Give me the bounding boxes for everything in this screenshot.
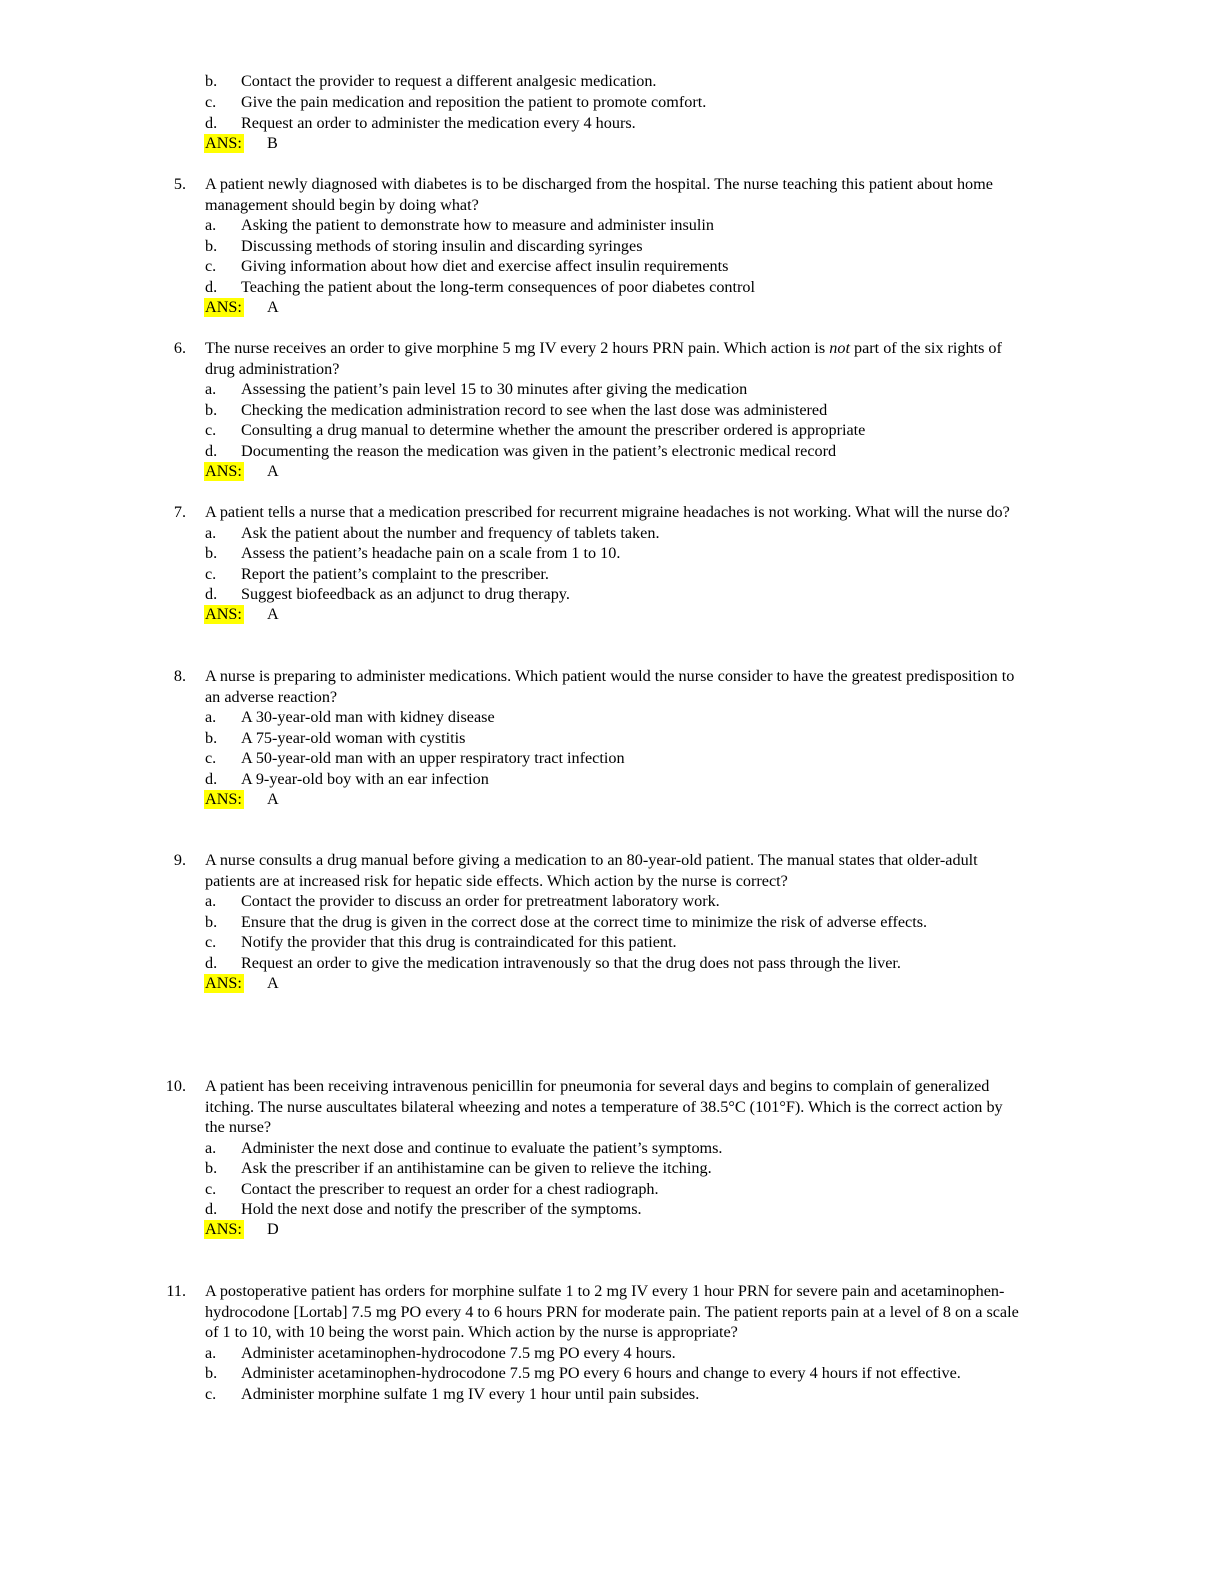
answer-label: ANS: [205, 974, 242, 992]
question-stem-line: patients are at increased risk for hepatic side effects. Which action by the nurse is correct? [205, 872, 788, 890]
option-letter: d. [205, 954, 218, 972]
option-text: Assess the patient’s headache pain on a scale from 1 to 10. [241, 544, 621, 562]
answer-value: B [267, 134, 278, 152]
option-text: Administer acetaminophen-hydrocodone 7.5 mg PO every 6 hours and change to every 4 hours if not effective. [241, 1364, 961, 1382]
option-text: Ensure that the drug is given in the correct dose at the correct time to minimize the risk of adverse effects. [241, 913, 928, 931]
option-letter: d. [205, 1200, 218, 1218]
stem-text: part of the six rights of [849, 339, 1002, 357]
stem-emphasis: not [829, 339, 850, 357]
option-text: Contact the prescriber to request an order for a chest radiograph. [241, 1180, 659, 1198]
option-text: Suggest biofeedback as an adjunct to drug therapy. [241, 585, 570, 603]
option-text: Report the patient’s complaint to the prescriber. [241, 565, 549, 583]
option-text: Checking the medication administration record to see when the last dose was administered [241, 401, 828, 419]
option-text: Notify the provider that this drug is contraindicated for this patient. [241, 933, 677, 951]
question-stem-line: A patient tells a nurse that a medication prescribed for recurrent migraine headaches is not working. What will the nurse do? [205, 503, 1010, 521]
option-text: Request an order to give the medication intravenously so that the drug does not pass through the liver. [241, 954, 901, 972]
option-text: A 50-year-old man with an upper respiratory tract infection [241, 749, 625, 767]
option-text: Request an order to administer the medication every 4 hours. [241, 114, 636, 132]
question-stem-line: drug administration? [205, 360, 340, 378]
option-text: Discussing methods of storing insulin and discarding syringes [241, 237, 643, 255]
option-letter: d. [205, 770, 218, 788]
option-letter: c. [205, 93, 217, 111]
option-text: Ask the prescriber if an antihistamine can be given to relieve the itching. [241, 1159, 712, 1177]
option-text: Assessing the patient’s pain level 15 to 30 minutes after giving the medication [241, 380, 748, 398]
option-letter: a. [205, 892, 217, 910]
option-letter: b. [205, 401, 218, 419]
option-letter: a. [205, 380, 217, 398]
question-stem-line: itching. The nurse auscultates bilateral wheezing and notes a temperature of 38.5°C (101°F). Which is the correct action by [205, 1098, 1003, 1116]
question-stem-line: hydrocodone [Lortab] 7.5 mg PO every 4 to 6 hours PRN for moderate pain. The patient reports pain at a level of 8 on a scale [205, 1303, 1019, 1321]
option-letter: a. [205, 1344, 217, 1362]
option-text: Contact the provider to request a different analgesic medication. [241, 72, 657, 90]
option-letter: b. [205, 72, 218, 90]
option-letter: a. [205, 1139, 217, 1157]
answer-label: ANS: [205, 605, 242, 623]
answer-value: A [267, 298, 279, 316]
question-number: 10. [165, 1077, 186, 1095]
option-letter: d. [205, 278, 218, 296]
option-text: A 30-year-old man with kidney disease [241, 708, 495, 726]
option-letter: c. [205, 421, 217, 439]
option-letter: b. [205, 1364, 218, 1382]
answer-value: A [267, 462, 279, 480]
option-text: Teaching the patient about the long-term consequences of poor diabetes control [241, 278, 755, 296]
answer-value: D [267, 1220, 279, 1238]
option-text: Consulting a drug manual to determine whether the amount the prescriber ordered is appropriate [241, 421, 866, 439]
option-letter: b. [205, 913, 218, 931]
answer-label: ANS: [205, 298, 242, 316]
option-letter: c. [205, 1385, 217, 1403]
question-stem-line: A nurse consults a drug manual before giving a medication to an 80-year-old patient. The manual states that older-adult [205, 851, 978, 869]
option-letter: a. [205, 708, 217, 726]
option-text: Asking the patient to demonstrate how to measure and administer insulin [241, 216, 714, 234]
question-number: 8. [173, 667, 186, 685]
option-text: A 9-year-old boy with an ear infection [241, 770, 489, 788]
option-letter: a. [205, 216, 217, 234]
question-stem-line [205, 338, 1002, 358]
option-letter: b. [205, 729, 218, 747]
option-letter: c. [205, 749, 217, 767]
answer-label: ANS: [205, 1220, 242, 1238]
option-text: Hold the next dose and notify the prescriber of the symptoms. [241, 1200, 642, 1218]
option-text: Giving information about how diet and exercise affect insulin requirements [241, 257, 729, 275]
question-stem-line: A nurse is preparing to administer medications. Which patient would the nurse consider to have the greatest predisposition to [205, 667, 1015, 685]
question-stem-line: an adverse reaction? [205, 688, 338, 706]
question-number: 11. [166, 1282, 186, 1300]
option-text: Administer the next dose and continue to evaluate the patient’s symptoms. [241, 1139, 723, 1157]
question-stem-line: management should begin by doing what? [205, 196, 479, 214]
option-letter: c. [205, 257, 217, 275]
option-text: A 75-year-old woman with cystitis [241, 729, 466, 747]
answer-label: ANS: [205, 134, 242, 152]
answer-value: A [267, 974, 279, 992]
question-stem-line: the nurse? [205, 1118, 272, 1136]
question-stem-line: A patient has been receiving intravenous penicillin for pneumonia for several days and begins to complain of generalized [205, 1077, 990, 1095]
option-letter: c. [205, 933, 217, 951]
option-text: Administer acetaminophen-hydrocodone 7.5 mg PO every 4 hours. [241, 1344, 676, 1362]
option-letter: c. [205, 1180, 217, 1198]
answer-label: ANS: [205, 790, 242, 808]
answer-value: A [267, 605, 279, 623]
option-text: Administer morphine sulfate 1 mg IV every 1 hour until pain subsides. [241, 1385, 700, 1403]
option-letter: b. [205, 1159, 218, 1177]
question-number: 5. [173, 175, 186, 193]
option-letter: d. [205, 114, 218, 132]
option-letter: b. [205, 544, 218, 562]
stem-text: The nurse receives an order to give morphine 5 mg IV every 2 hours PRN pain. Which action is [205, 339, 830, 357]
question-number: 7. [173, 503, 186, 521]
option-text: Ask the patient about the number and frequency of tablets taken. [241, 524, 660, 542]
option-letter: c. [205, 565, 217, 583]
option-text: Give the pain medication and reposition the patient to promote comfort. [241, 93, 707, 111]
option-letter: d. [205, 442, 218, 460]
question-stem-line: A postoperative patient has orders for morphine sulfate 1 to 2 mg IV every 1 hour PRN for severe pain and acetaminophen- [205, 1282, 1005, 1300]
option-letter: a. [205, 524, 217, 542]
option-text: Documenting the reason the medication was given in the patient’s electronic medical record [241, 442, 837, 460]
option-text: Contact the provider to discuss an order for pretreatment laboratory work. [241, 892, 720, 910]
question-number: 9. [173, 851, 186, 869]
question-number: 6. [173, 339, 186, 357]
option-letter: d. [205, 585, 218, 603]
question-stem-line: of 1 to 10, with 10 being the worst pain. Which action by the nurse is appropriate? [205, 1323, 738, 1341]
answer-label: ANS: [205, 462, 242, 480]
answer-value: A [267, 790, 279, 808]
option-letter: b. [205, 237, 218, 255]
question-stem-line: A patient newly diagnosed with diabetes is to be discharged from the hospital. The nurse teaching this patient about home [205, 175, 993, 193]
